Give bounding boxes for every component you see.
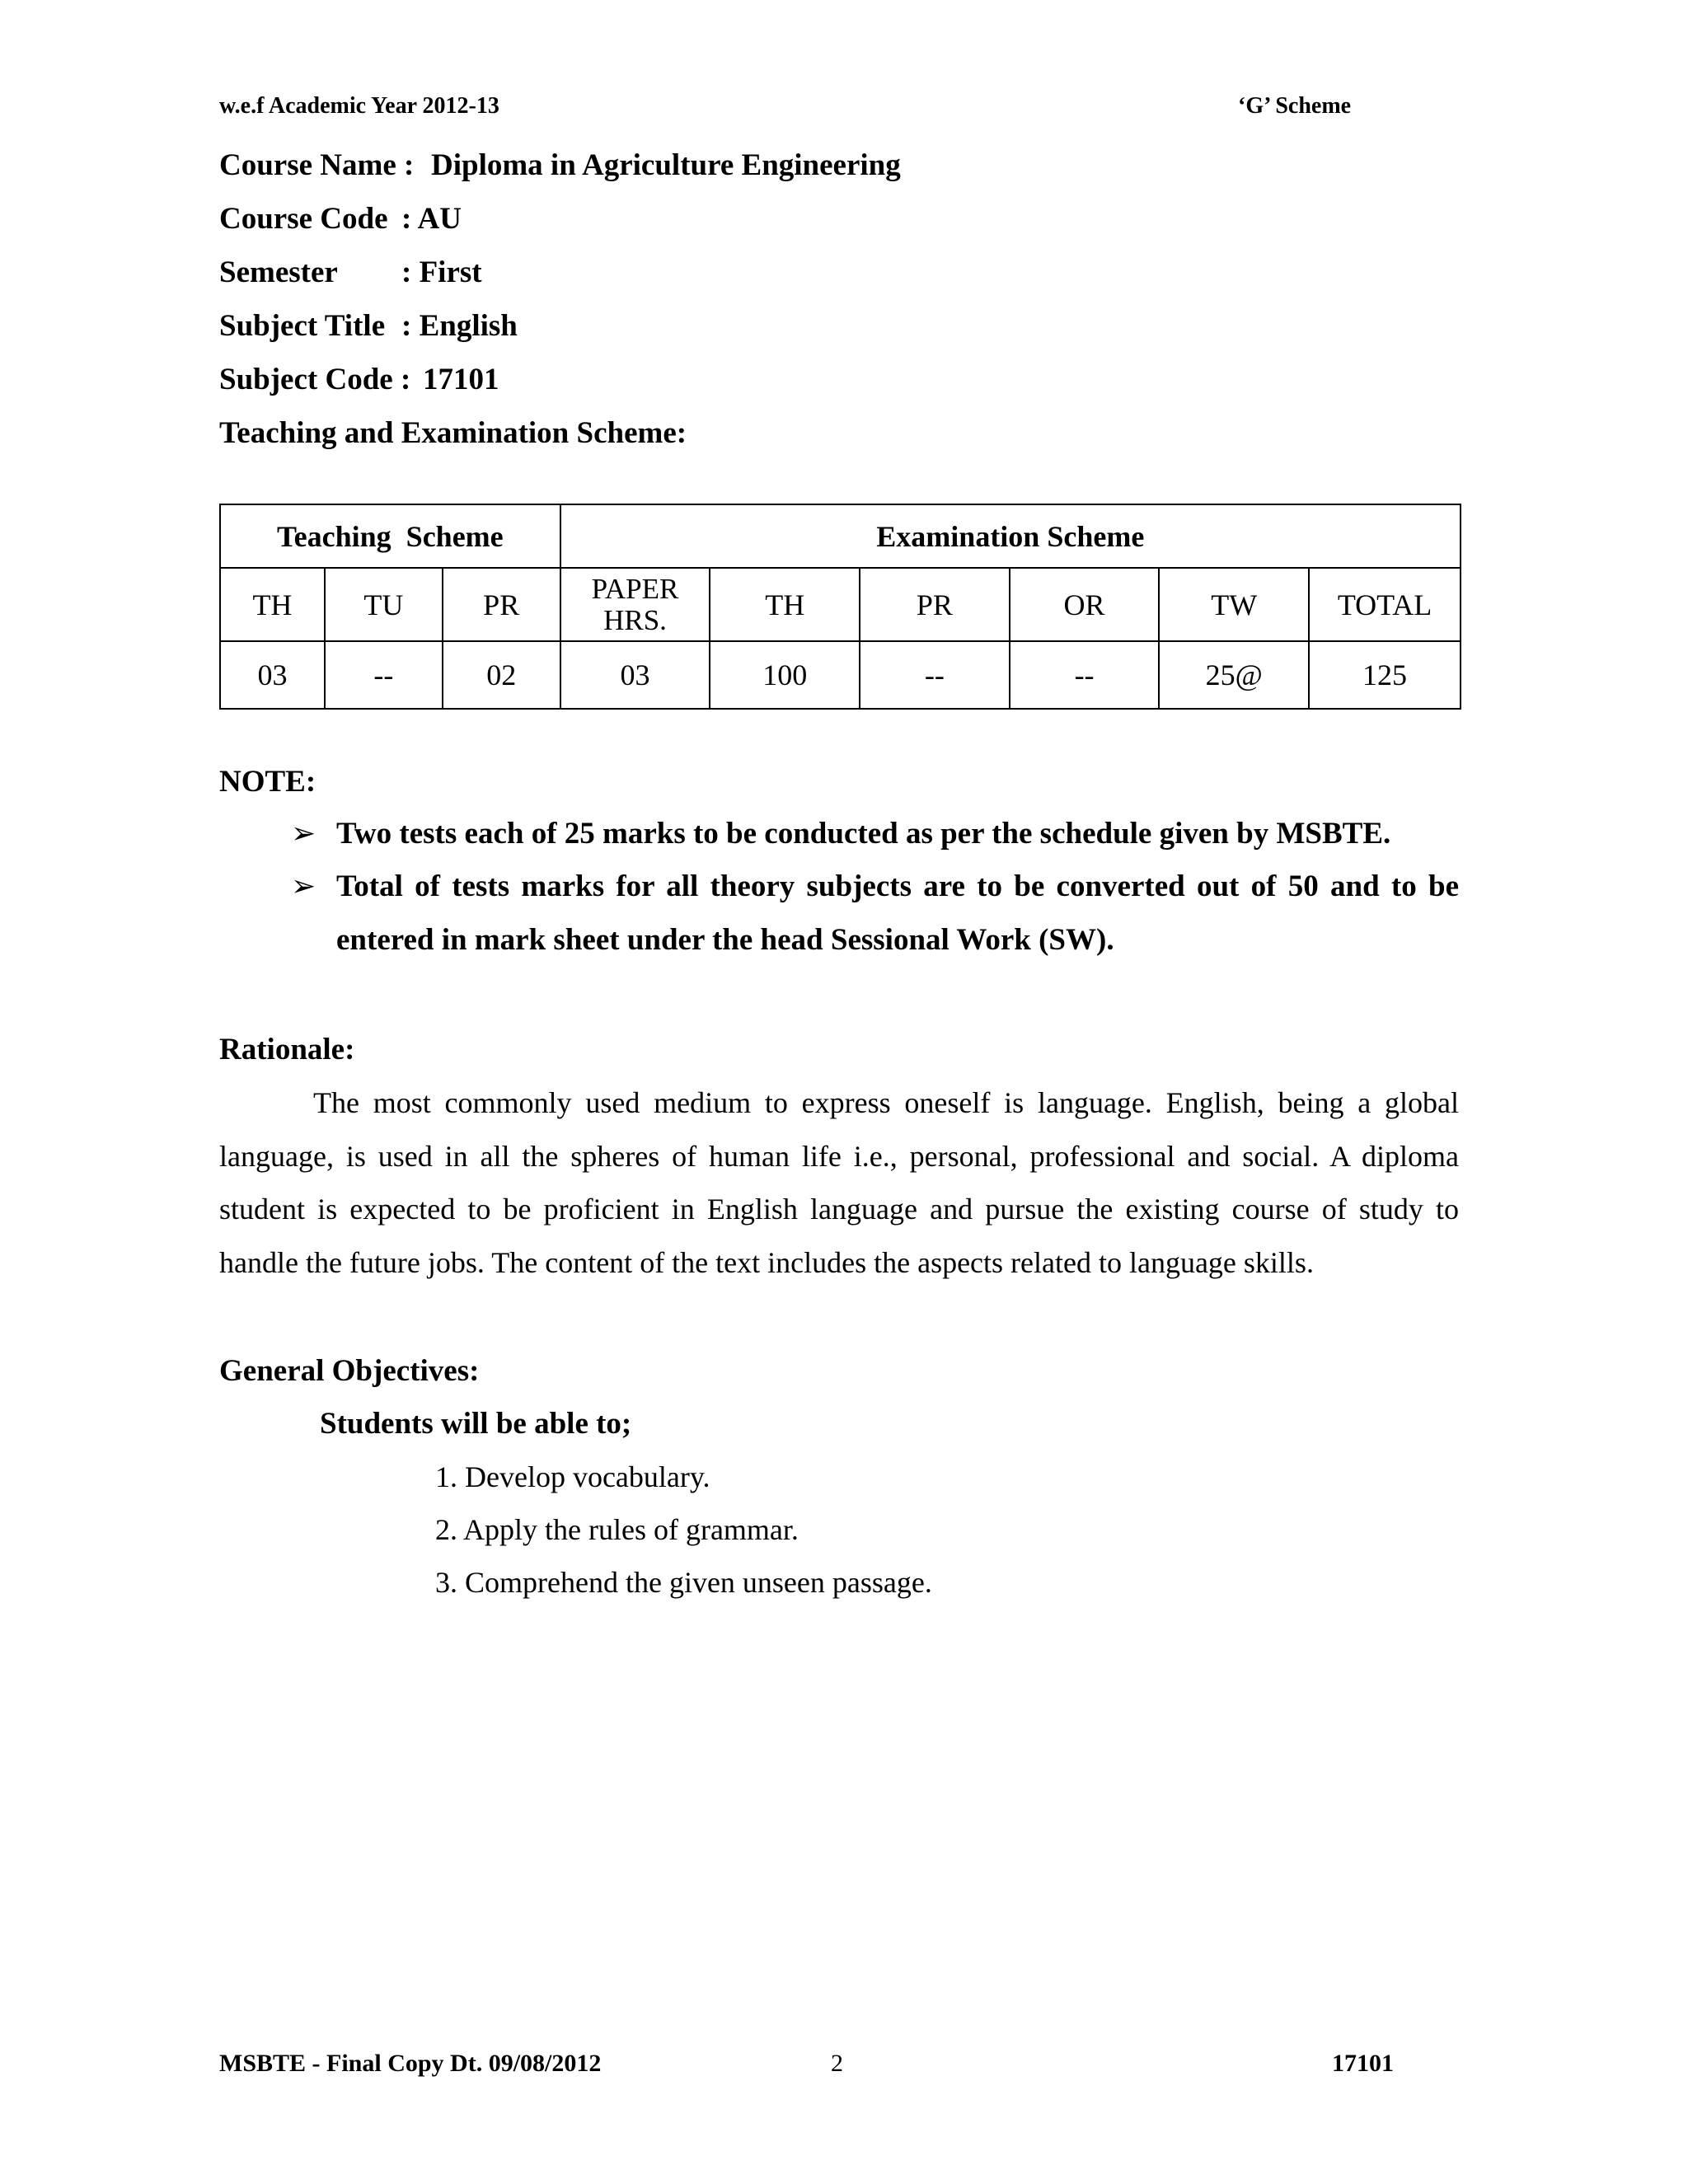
arrow-bullet-icon: ➢ — [291, 817, 316, 850]
col-paper-hrs-line1: PAPER — [591, 572, 679, 605]
col-exam-total: TOTAL — [1309, 568, 1461, 641]
course-name-row — [219, 148, 1208, 184]
objective-item: 3. Comprehend the given unseen passage. — [435, 1566, 932, 1599]
footer-copy-date: MSBTE - Final Copy Dt. 09/08/2012 — [219, 2050, 602, 2077]
semester-label: Semester — [219, 255, 338, 289]
course-code-label: Course Code — [219, 202, 388, 236]
values-row — [220, 641, 1461, 709]
table-cell: -- — [1010, 641, 1160, 709]
col-exam-pr: PR — [860, 568, 1010, 641]
objective-item: 1. Develop vocabulary. — [435, 1460, 710, 1493]
subject-title-row — [219, 308, 1208, 344]
col-paper-hrs — [560, 568, 710, 641]
table-cell: 02 — [443, 641, 560, 709]
table-cell: 25@ — [1159, 641, 1309, 709]
subject-title-label: Subject Title — [219, 309, 386, 343]
table-cell: -- — [860, 641, 1010, 709]
objective-item: 2. Apply the rules of grammar. — [435, 1513, 799, 1546]
scheme-heading-text: Teaching and Examination Scheme: — [219, 416, 687, 450]
column-header-row — [220, 568, 1461, 641]
note-item: Two tests each of 25 marks to be conducted as per the schedule given by MSBTE. — [336, 817, 1391, 851]
page-number: 2 — [831, 2050, 843, 2077]
table-cell: 03 — [560, 641, 710, 709]
col-tu: TU — [325, 568, 443, 641]
course-name-value: Diploma in Agriculture Engineering — [431, 148, 901, 182]
semester-value: : First — [401, 255, 482, 289]
course-name-label: Course Name : — [219, 148, 415, 182]
examination-scheme-header: Examination Scheme — [560, 504, 1461, 568]
col-paper-hrs-line2: HRS. — [603, 603, 667, 636]
teaching-scheme-header: Teaching Scheme — [220, 504, 560, 568]
arrow-bullet-icon: ➢ — [291, 869, 316, 902]
col-exam-th: TH — [710, 568, 860, 641]
subject-code-row — [219, 362, 1208, 398]
table-cell: 125 — [1309, 641, 1461, 709]
table-cell: 03 — [220, 641, 325, 709]
course-code-value: : AU — [401, 202, 462, 236]
footer-subject-code: 17101 — [1332, 2050, 1394, 2077]
scheme-table — [219, 504, 1461, 710]
note-item: Total of tests marks for all theory subjects are to be converted out of 50 and to be entered in mark sheet under the head Sessional Work (SW). — [336, 869, 1459, 957]
table-cell: -- — [325, 641, 443, 709]
col-pr: PR — [443, 568, 560, 641]
semester-row — [219, 255, 1208, 291]
rationale-title: Rationale: — [219, 1033, 355, 1066]
header-academic-year: w.e.f Academic Year 2012-13 — [219, 93, 499, 119]
col-th: TH — [220, 568, 325, 641]
objectives-lead: Students will be able to; — [320, 1407, 632, 1441]
note-title: NOTE: — [219, 765, 316, 799]
col-exam-tw: TW — [1159, 568, 1309, 641]
subject-code-value: 17101 — [423, 363, 499, 396]
table-cell: 100 — [710, 641, 860, 709]
subject-title-value: : English — [401, 309, 518, 343]
scheme-heading — [219, 415, 1208, 452]
group-header-row — [220, 504, 1461, 568]
col-exam-or: OR — [1010, 568, 1160, 641]
rationale-text: The most commonly used medium to express oneself is language. English, being a global language, is used in all the spheres of human life i.e., personal, professional and social. A diploma student is expected to be proficient in English language and pursue the existing course of study to handle the future jobs. The content of the text includes the aspects related to language skills. — [219, 1086, 1459, 1279]
course-code-row — [219, 201, 1208, 237]
subject-code-label: Subject Code : — [219, 363, 411, 396]
header-scheme: ‘G’ Scheme — [1238, 93, 1352, 119]
objectives-title: General Objectives: — [219, 1354, 480, 1388]
